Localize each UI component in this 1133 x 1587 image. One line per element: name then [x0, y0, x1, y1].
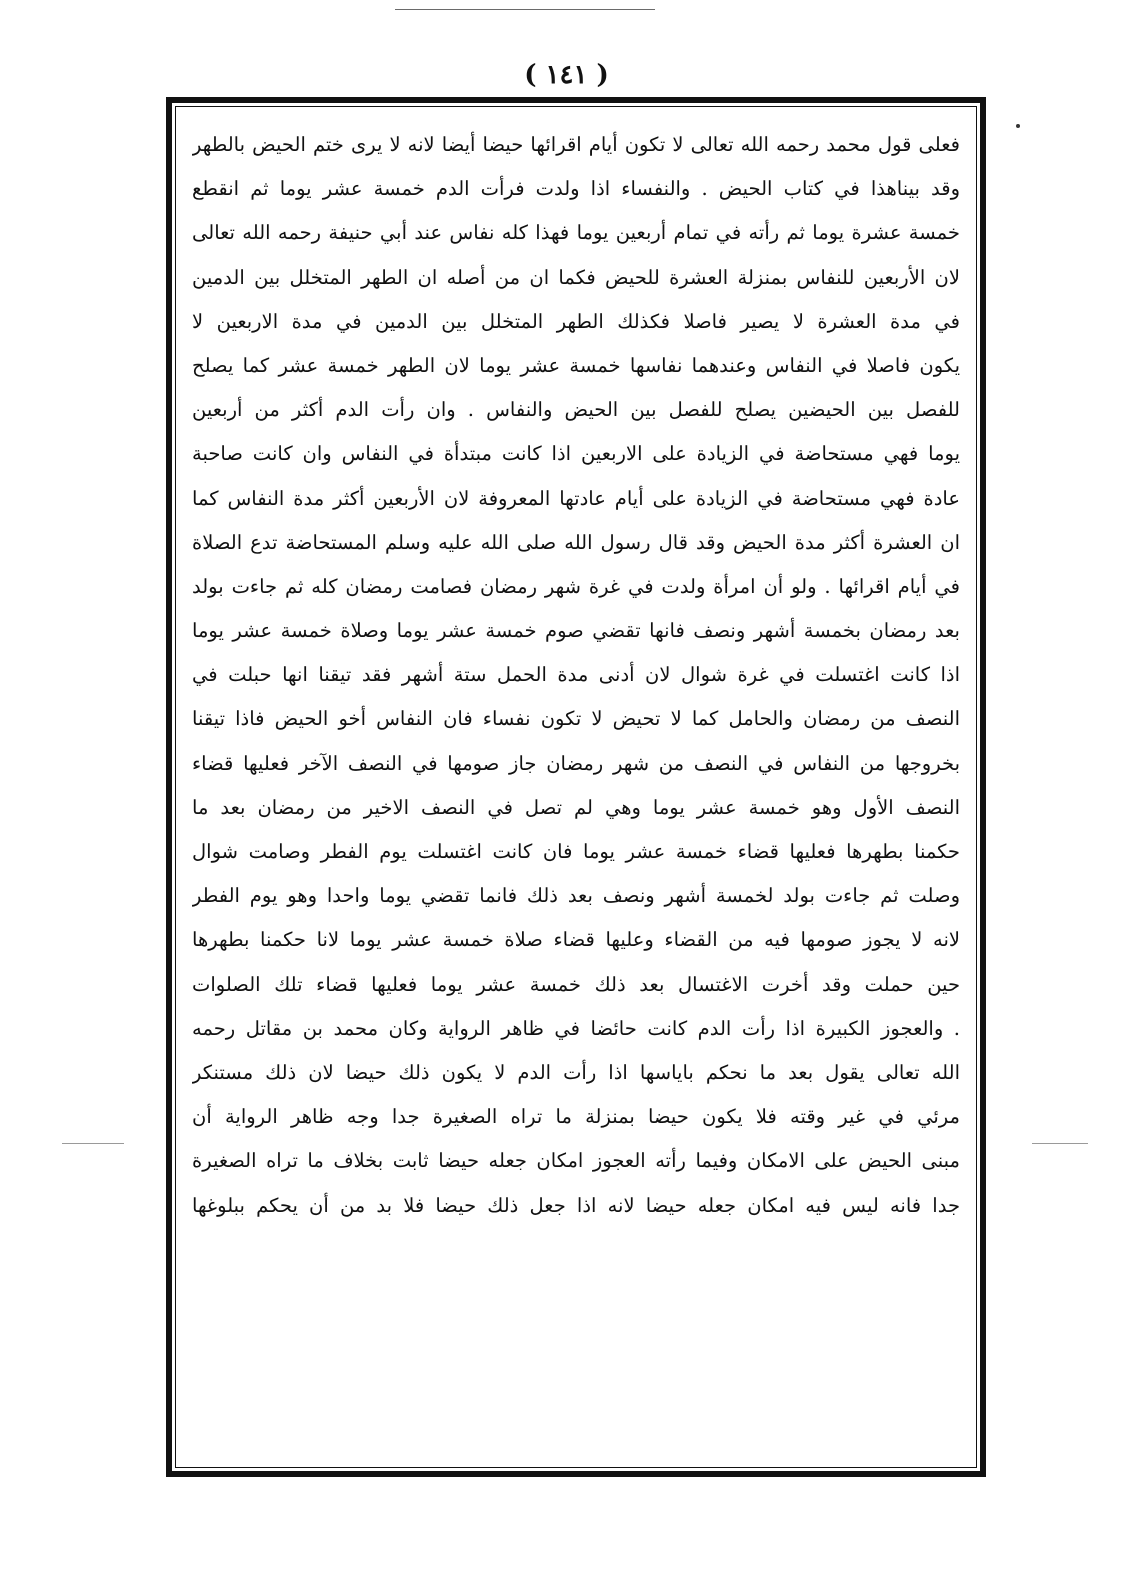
text-line: وقد بيناهذا في كتاب الحيض . والنفساء اذا ولدت فرأت الدم خمسة عشر يوما ثم انقطع [192, 177, 960, 201]
text-line: لانه لا يجوز صومها فيه من القضاء وعليها قضاء صلاة خمسة عشر يوما لانا حكمنا بطهرها [192, 928, 960, 952]
text-line: مبنى الحيض على الامكان وفيما رأته العجوز امكان جعله حيضا ثابت بخلاف ما تراه الصغيرة [192, 1149, 960, 1173]
text-line: بعد رمضان بخمسة أشهر ونصف فانها تقضي صوم خمسة عشر يوما وصلاة خمسة عشر يوما [192, 619, 960, 643]
text-line: النصف الأول وهو خمسة عشر يوما وهي لم تصل في النصف الاخير من رمضان بعد ما [192, 795, 960, 819]
margin-mark-left [62, 1143, 124, 1144]
text-line: بخروجها من النفاس في النصف من شهر رمضان جاز صومها في النصف الآخر فعليها قضاء [192, 751, 960, 775]
text-line: في أيام اقرائها . ولو أن امرأة ولدت في غرة شهر رمضان فصامت رمضان كله ثم جاءت بولد [192, 574, 960, 598]
text-line: عادة فهي مستحاضة في الزيادة على أيام عادتها المعروفة لان الأربعين أكثر مدة النفاس كما [192, 486, 960, 510]
text-line: الله تعالى يقول بعد ما نحكم باياسها اذا رأت الدم لا يكون ذلك حيضا لان ذلك مستنكر [192, 1060, 960, 1084]
text-body [192, 123, 960, 1228]
text-line: يكون فاصلا في النفاس وعندهما نفاسها خمسة عشر يوما لان الطهر خمسة عشر كما يصلح [192, 353, 960, 377]
text-line: فعلى قول محمد رحمه الله تعالى لا تكون أيام اقرائها حيضا أيضا لانه لا يرى ختم الحيض بالطهر [192, 133, 960, 156]
margin-mark-right [1032, 1143, 1088, 1144]
top-rule [395, 9, 655, 10]
text-line: يوما فهي مستحاضة في الزيادة على الاربعين اذا كانت مبتدأة في النفاس وان كانت صاحبة [192, 442, 960, 466]
text-line: اذا كانت اغتسلت في غرة شوال لان أدنى مدة الحمل ستة أشهر فقد تيقنا انها حبلت في [192, 663, 960, 687]
text-line: حين حملت وقد أخرت الاغتسال بعد ذلك خمسة عشر يوما فعليها قضاء تلك الصلوات [192, 972, 960, 996]
text-line: . والعجوز الكبيرة اذا رأت الدم كانت حائضا في ظاهر الرواية وكان محمد بن مقاتل رحمه [192, 1016, 960, 1040]
margin-dot [1016, 124, 1020, 128]
text-line: في مدة العشرة لا يصير فاصلا فكذلك الطهر المتخلل بين الدمين في مدة الاربعين لا [192, 309, 960, 333]
text-line: النصف من رمضان والحامل كما لا تحيض لا تكون نفساء فان النفاس أخو الحيض فاذا تيقنا [192, 707, 960, 731]
text-line: مرئي في غير وقته فلا يكون حيضا بمنزلة ما تراه الصغيرة جدا وجه ظاهر الرواية أن [192, 1105, 960, 1129]
page-number: ( ١٤١ ) [524, 60, 609, 90]
text-line: خمسة عشرة يوما ثم رأته في تمام أربعين يوما فهذا كله نفاس عند أبي حنيفة رحمه الله تعالى [192, 221, 960, 245]
text-line: وصلت ثم جاءت بولد لخمسة أشهر ونصف بعد ذلك فانما تقضي يوما واحدا وهو يوم الفطر [192, 884, 960, 908]
text-line: للفصل بين الحيضين يصلح للفصل بين الحيض والنفاس . وان رأت الدم أكثر من أربعين [192, 398, 960, 422]
text-line: جدا فانه ليس فيه امكان جعله حيضا لانه اذا جعل ذلك حيضا فلا بد من أن يحكم ببلوغها [192, 1193, 960, 1217]
text-line: ان العشرة أكثر مدة الحيض وقد قال رسول الله صلى الله عليه وسلم المستحاضة تدع الصلاة [192, 530, 960, 554]
text-line: لان الأربعين للنفاس بمنزلة العشرة للحيض فكما ان من أصله ان الطهر المتخلل بين الدمين [192, 265, 960, 289]
page-frame [166, 97, 986, 1477]
text-line: حكمنا بطهرها فعليها قضاء خمسة عشر يوما فان كانت اغتسلت يوم الفطر وصامت شوال [192, 840, 960, 863]
